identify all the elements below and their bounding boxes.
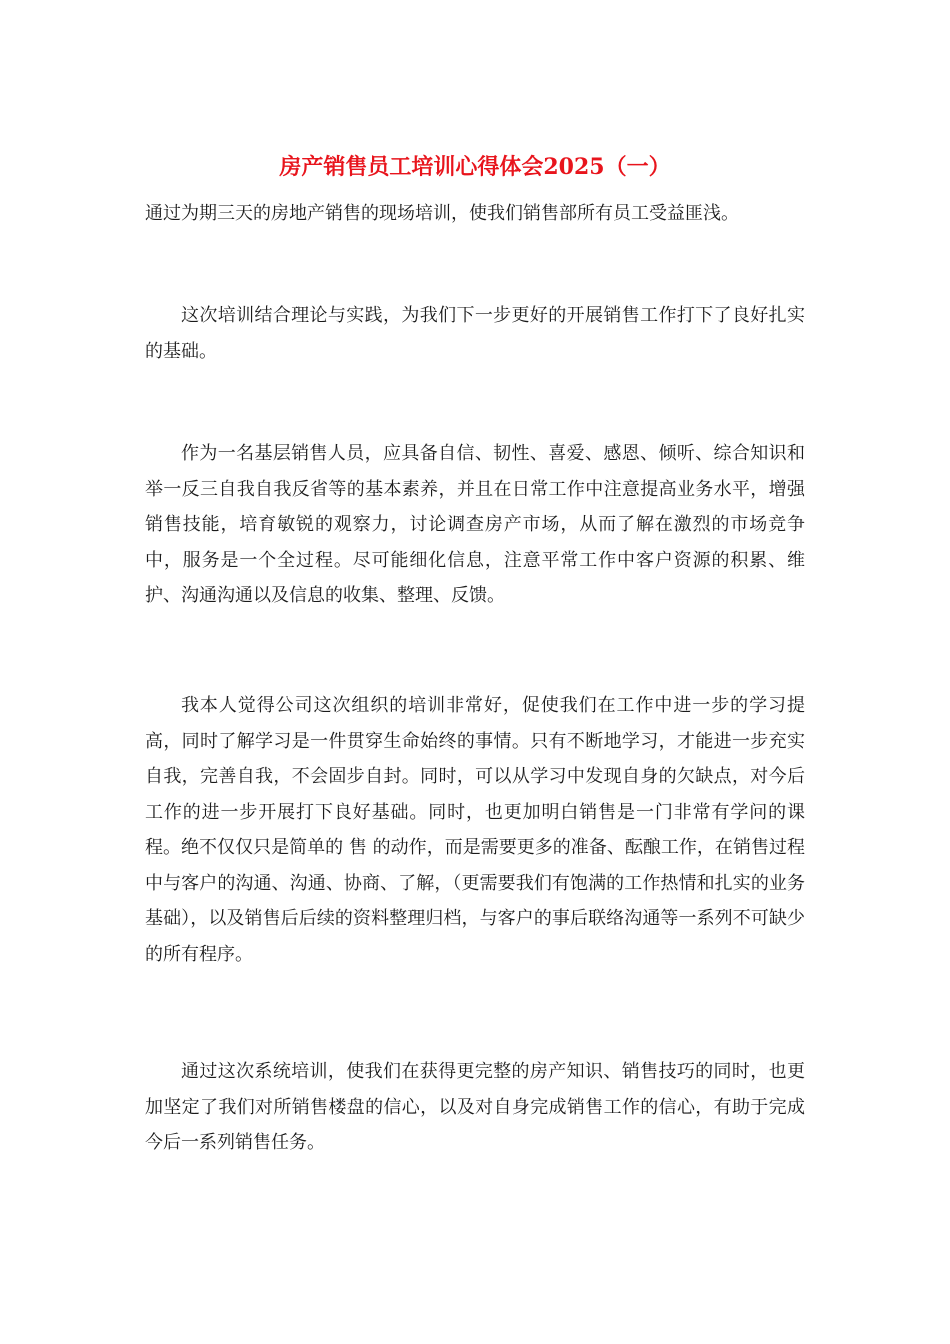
- document-title: 房产销售员工培训心得体会2025（一）: [279, 154, 671, 180]
- paragraph-conclusion: 通过这次系统培训，使我们在获得更完整的房产知识、销售技巧的同时，也更加坚定了我们对所销售楼盘的信心，以及对自身完成销售工作的信心，有助于完成今后一系列销售任务。: [145, 1061, 805, 1153]
- paragraph-personal-reflection: 我本人觉得公司这次组织的培训非常好，促使我们在工作中进一步的学习提高，同时了解学习是一件贯穿生命始终的事情。只有不断地学习，才能进一步充实自我，完善自我，不会固步自封。同时，可以从学习中发现自身的欠缺点，对今后工作的进一步开展打下良好基础。同时，也更加明白销售是一门非常有学问的课程。绝不仅仅只是简单的 售 的动作，而是需要更多的准备、酝酿工作，在销售过程中与客户的沟通、沟通、协商、了解，（更需要我们有饱满的工作热情和扎实的业务基础），以及销售后后续的资料整理归档，与客户的事后联络沟通等一系列不可缺少的所有程序。: [145, 695, 805, 965]
- paragraph-sales-qualities: 作为一名基层销售人员，应具备自信、韧性、喜爱、感恩、倾听、综合知识和举一反三自我自我反省等的基本素养，并且在日常工作中注意提高业务水平，增强销售技能，培育敏锐的观察力，讨论调查房产市场，从而了解在激烈的市场竞争中，服务是一个全过程。尽可能细化信息，注意平常工作中客户资源的积累、维护、沟通沟通以及信息的收集、整理、反馈。: [145, 443, 805, 606]
- paragraph-training-foundation: 这次培训结合理论与实践，为我们下一步更好的开展销售工作打下了良好扎实的基础。: [145, 305, 805, 362]
- paragraph-intro: 通过为期三天的房地产销售的现场培训，使我们销售部所有员工受益匪浅。: [145, 203, 739, 224]
